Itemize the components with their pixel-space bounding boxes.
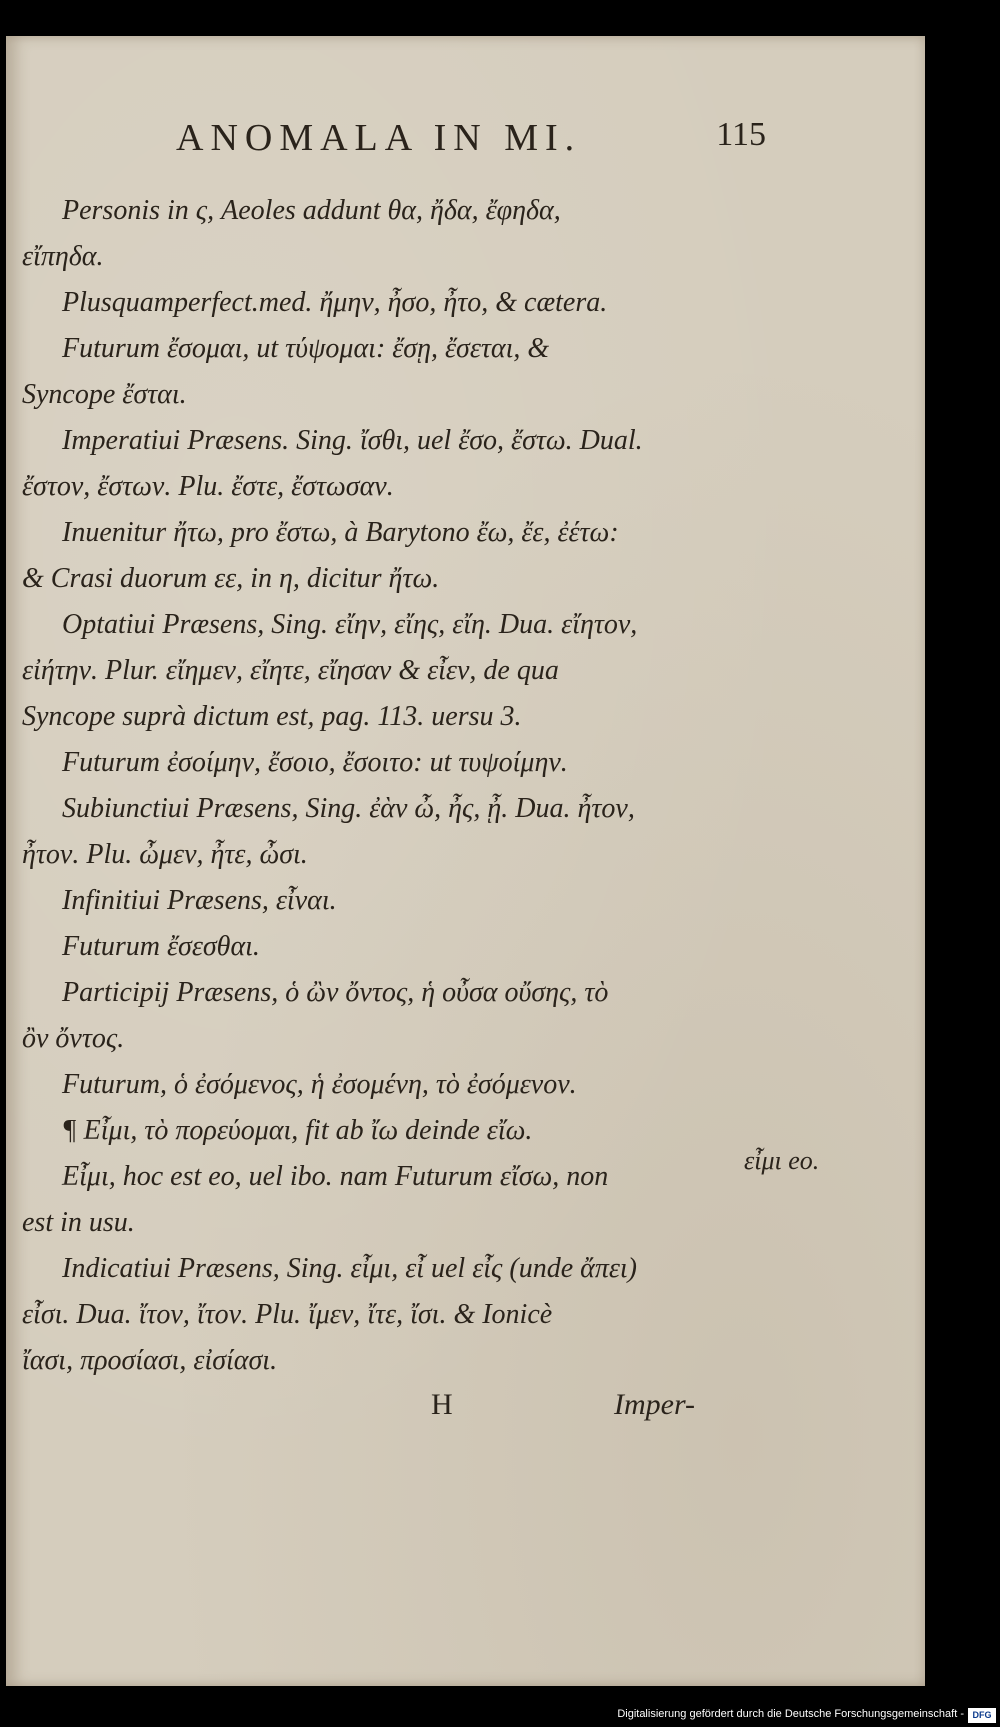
signature-mark: H bbox=[431, 1388, 453, 1421]
text-line: Optatiui Præsens, Sing. εἴην, εἴης, εἴη. Dua. εἴητον, bbox=[62, 609, 638, 640]
text-line: ¶ Εἶμι, τὸ πορεύομαι, fit ab ἴω deinde εἴω. bbox=[62, 1115, 533, 1146]
text-line: est in usu. bbox=[22, 1207, 135, 1238]
text-line: Subiunctiui Præsens, Sing. ἐὰν ὦ, ἦς, ᾖ. Dua. ἦτον, bbox=[62, 793, 635, 824]
text-block bbox=[22, 191, 740, 1391]
text-line: Futurum, ὁ ἐσόμενος, ἡ ἐσομένη, τὸ ἐσόμενον. bbox=[62, 1069, 577, 1100]
text-line: εἰήτην. Plur. εἴημεν, εἴητε, εἴησαν & εἶεν, de qua bbox=[22, 655, 559, 686]
text-line: & Crasi duorum εε, in η, dicitur ἤτω. bbox=[22, 563, 440, 594]
text-line: εἴπηδα. bbox=[22, 241, 104, 272]
text-line: Plusquamperfect.med. ἤμην, ἦσο, ἦτο, & cætera. bbox=[62, 287, 608, 318]
catchword: Imper- bbox=[614, 1388, 696, 1421]
page-footer bbox=[6, 1388, 925, 1436]
text-line: Syncope ἔσται. bbox=[22, 379, 187, 410]
text-line: εἶσι. Dua. ἴτον, ἴτον. Plu. ἴμεν, ἴτε, ἴσι. & Ionicè bbox=[22, 1299, 553, 1330]
text-line: ἔστον, ἔστων. Plu. ἔστε, ἔστωσαν. bbox=[22, 471, 394, 502]
text-line: Participij Præsens, ὁ ὢν ὄντος, ἡ οὖσα οὔσης, τὸ bbox=[62, 977, 609, 1008]
margin-note: εἶμι eo. bbox=[744, 1146, 820, 1175]
text-line: Syncope suprà dictum est, pag. 113. uersu 3. bbox=[22, 701, 522, 732]
text-line: Futurum ἔσομαι, ut τύψομαι: ἔσῃ, ἔσεται, & bbox=[62, 333, 550, 364]
text-line: ὂν ὄντος. bbox=[22, 1023, 125, 1054]
running-head: ANOMALA IN MI. bbox=[176, 117, 582, 159]
text-line: Inuenitur ἤτω, pro ἔστω, à Barytono ἔω, ἔε, ἐέτω: bbox=[62, 517, 619, 548]
text-line: Imperatiui Præsens. Sing. ἴσθι, uel ἔσο, ἔστω. Dual. bbox=[62, 425, 643, 456]
text-line: Futurum ἔσεσθαι. bbox=[62, 931, 260, 962]
text-line: ἴασι, προσίασι, εἰσίασι. bbox=[22, 1345, 278, 1376]
credit-bar bbox=[0, 1705, 1000, 1727]
text-line: Εἶμι, hoc est eo, uel ibo. nam Futurum εἴσω, non bbox=[62, 1161, 609, 1192]
text-line: Indicatiui Præsens, Sing. εἶμι, εἶ uel εἶς (unde ἄπει) bbox=[62, 1253, 637, 1284]
page-number: 115 bbox=[716, 116, 766, 153]
funding-credit: Digitalisierung gefördert durch die Deutsche Forschungsgemeinschaft - bbox=[617, 1708, 964, 1720]
page-header bbox=[176, 116, 766, 176]
book-page bbox=[6, 36, 925, 1686]
text-line: Futurum ἐσοίμην, ἔσοιο, ἔσοιτο: ut τυψοίμην. bbox=[62, 747, 568, 778]
text-line: Infinitiui Præsens, εἶναι. bbox=[62, 885, 337, 916]
text-line: ἦτον. Plu. ὦμεν, ἦτε, ὦσι. bbox=[22, 839, 308, 870]
dfg-logo-icon: DFG bbox=[968, 1708, 996, 1723]
text-line: Personis in ς, Aeoles addunt θα, ἤδα, ἔφηδα, bbox=[62, 195, 561, 226]
